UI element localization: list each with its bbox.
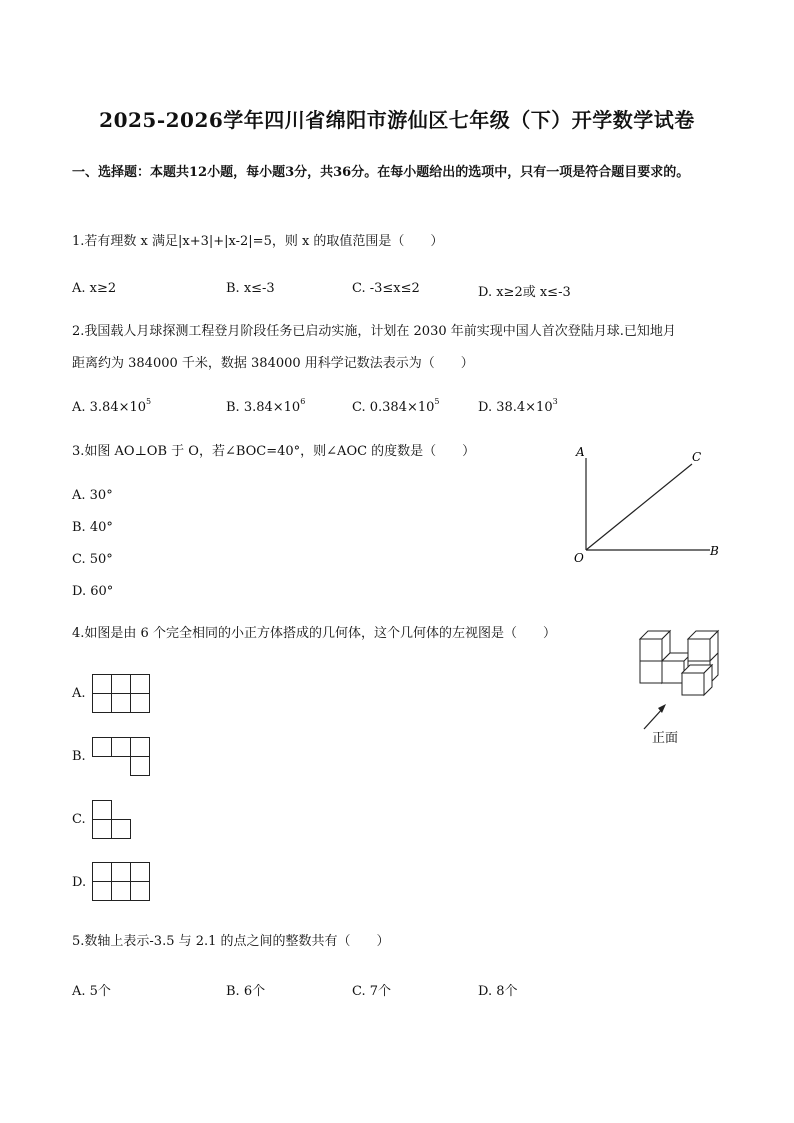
- option-c-base: C. 0.384×10: [352, 400, 435, 415]
- question-2-option-c[interactable]: [352, 397, 440, 415]
- label-a: A: [576, 445, 585, 459]
- question-2-option-b[interactable]: [226, 397, 306, 415]
- page-title: 2025-2026学年四川省绵阳市游仙区七年级（下）开学数学试卷: [99, 108, 695, 132]
- option-a-base: A. 3.84×10: [72, 400, 147, 415]
- question-2-option-a[interactable]: [72, 397, 152, 415]
- angle-figure: [560, 440, 740, 570]
- question-2-option-d[interactable]: [478, 397, 558, 415]
- question-1-option-b[interactable]: B. x≤-3: [226, 281, 275, 296]
- figure-caption-front: 正面: [652, 731, 679, 746]
- question-4-option-d-label[interactable]: D.: [72, 875, 87, 890]
- option-d-exponent: 3: [552, 397, 558, 406]
- question-2-stem-line1: 2.我国载人月球探测工程登月阶段任务已启动实施，计划在 2030 年前实现中国人首次登陆月球.已知地月: [72, 324, 676, 339]
- question-4-stem: 4.如图是由 6 个完全相同的小正方体搭成的几何体，这个几何体的左视图是（ ）: [72, 626, 556, 641]
- section-heading: 一、选择题：本题共12小题，每小题3分，共36分。在每小题给出的选项中，只有一项是符合题目要求的。: [72, 165, 690, 180]
- option-b-exponent: 6: [300, 397, 306, 406]
- question-5-option-b[interactable]: B. 6个: [226, 984, 266, 999]
- question-1-option-a[interactable]: A. x≥2: [72, 281, 117, 296]
- question-5-option-d[interactable]: D. 8个: [478, 984, 518, 999]
- question-1-option-c[interactable]: C. -3≤x≤2: [352, 281, 420, 296]
- question-3-option-b[interactable]: B. 40°: [72, 520, 113, 535]
- label-b: B: [710, 544, 719, 558]
- question-3-option-d[interactable]: D. 60°: [72, 584, 114, 599]
- question-4-option-a-label[interactable]: A.: [72, 686, 86, 701]
- question-1-stem: 1.若有理数 x 满足|x+3|+|x-2|=5，则 x 的取值范围是（ ）: [72, 234, 444, 249]
- option-d-base: D. 38.4×10: [478, 400, 553, 415]
- option-a-exponent: 5: [146, 397, 152, 406]
- question-3-stem: 3.如图 AO⊥OB 于 O，若∠BOC=40°，则∠AOC 的度数是（ ）: [72, 444, 476, 459]
- question-5-stem: 5.数轴上表示-3.5 与 2.1 的点之间的整数共有（ ）: [72, 934, 390, 949]
- label-o: O: [574, 551, 584, 565]
- question-4-option-c-label[interactable]: C.: [72, 812, 86, 827]
- question-2-stem-line2: 距离约为 384000 千米，数据 384000 用科学记数法表示为（ ）: [72, 356, 474, 371]
- cube-stack-figure: [630, 625, 730, 750]
- ray-oc: [586, 464, 692, 550]
- option-b-base: B. 3.84×10: [226, 400, 301, 415]
- question-5-option-a[interactable]: A. 5个: [72, 984, 111, 999]
- question-5-option-c[interactable]: C. 7个: [352, 984, 392, 999]
- question-4-option-b-label[interactable]: B.: [72, 749, 86, 764]
- question-1-option-d[interactable]: D. x≥2或 x≤-3: [478, 285, 571, 300]
- label-c: C: [692, 450, 702, 464]
- question-3-option-a[interactable]: A. 30°: [72, 488, 113, 503]
- question-3-option-c[interactable]: C. 50°: [72, 552, 113, 567]
- option-c-exponent: 5: [434, 397, 440, 406]
